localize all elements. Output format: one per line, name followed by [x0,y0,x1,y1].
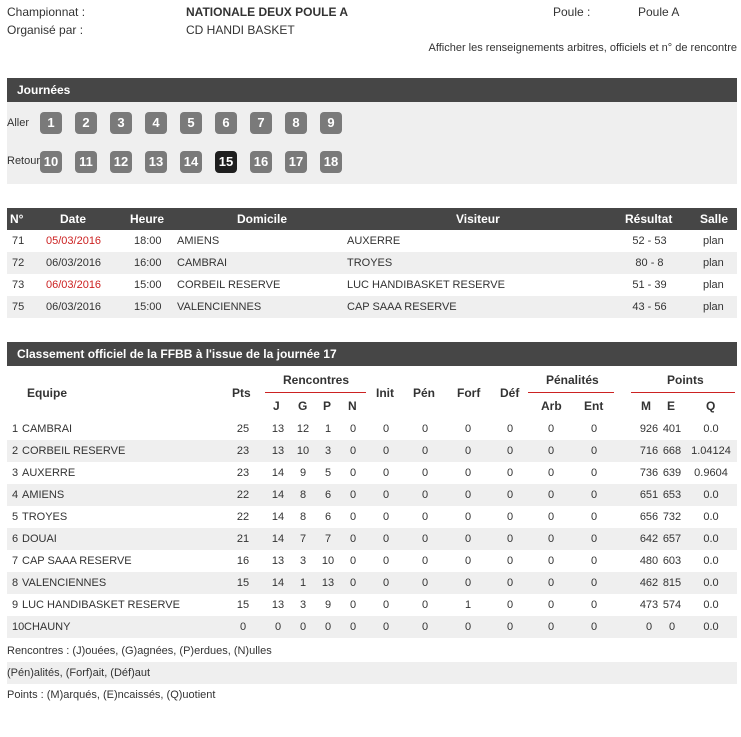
legend-text: Rencontres : (J)ouées, (G)agnées, (P)erdues, (N)ulles [7,645,272,657]
standings-g: 3 [299,555,307,567]
match-num: 73 [12,279,25,291]
journee-button-13[interactable]: 13 [145,151,167,173]
organise-label: Organisé par : [7,23,84,37]
col-m: M [641,399,651,413]
match-visiteur: LUC HANDIBASKET RESERVE [347,279,505,291]
standings-n: 0 [349,555,357,567]
standings-q: 0.0 [703,577,719,589]
classement-title: Classement officiel de la FFBB à l'issue de la journée 17 [17,347,337,361]
standings-n: 0 [349,599,357,611]
standings-row [7,616,737,638]
penalites-underline [528,392,614,393]
standings-n: 0 [349,533,357,545]
standings-init: 0 [382,599,390,611]
standings-arb: 0 [547,489,555,501]
championnat-value: NATIONALE DEUX POULE A [186,5,349,19]
journees-title: Journées [17,83,71,97]
standings-j: 14 [271,489,285,501]
standings-ent: 0 [590,423,598,435]
col-n: N [348,399,357,413]
standings-arb: 0 [547,599,555,611]
journee-button-17[interactable]: 17 [285,151,307,173]
standings-p: 5 [324,467,332,479]
standings-team: AMIENS [22,489,65,501]
standings-n: 0 [349,445,357,457]
match-num: 75 [12,301,25,313]
standings-n: 0 [349,577,357,589]
standings-init: 0 [382,511,390,523]
points-underline [631,392,735,393]
match-date: 06/03/2016 [46,257,102,269]
standings-m: 736 [639,467,659,479]
match-resultat: 51 - 39 [632,279,667,291]
standings-g: 12 [296,423,310,435]
standings-j: 14 [271,511,285,523]
standings-n: 0 [349,489,357,501]
standings-q: 0.9604 [694,467,728,479]
standings-pts: 15 [236,577,250,589]
col-resultat: Résultat [625,212,673,226]
match-resultat: 43 - 56 [632,301,667,313]
standings-forf: 0 [464,489,472,501]
standings-ent: 0 [590,511,598,523]
aller-label: Aller [7,117,30,129]
col-e: E [667,399,676,413]
standings-q: 0.0 [703,423,719,435]
standings-q: 0.0 [703,489,719,501]
journee-button-4[interactable]: 4 [145,112,167,134]
legend-text: Points : (M)arqués, (E)ncaissés, (Q)uotient [7,689,216,701]
match-num: 71 [12,235,25,247]
standings-def: 0 [506,599,514,611]
standings-n: 0 [349,511,357,523]
standings-ent: 0 [590,489,598,501]
standings-p: 10 [321,555,335,567]
standings-m: 926 [639,423,659,435]
journee-button-10[interactable]: 10 [40,151,62,173]
standings-q: 0.0 [703,555,719,567]
poule-label: Poule : [553,5,591,19]
standings-g: 0 [299,621,307,633]
col-salle: Salle [700,212,729,226]
standings-n: 0 [349,423,357,435]
standings-def: 0 [506,423,514,435]
col-domicile: Domicile [237,212,288,226]
match-salle-link[interactable]: plan [703,235,724,247]
standings-arb: 0 [547,511,555,523]
standings-team: VALENCIENNES [22,577,107,589]
standings-forf: 0 [464,621,472,633]
standings-q: 1.04124 [691,445,731,457]
col-def: Déf [500,386,520,400]
standings-init: 0 [382,467,390,479]
standings-init: 0 [382,445,390,457]
match-date: 06/03/2016 [46,301,102,313]
journee-button-14[interactable]: 14 [180,151,202,173]
standings-pts: 23 [236,445,250,457]
match-domicile: VALENCIENNES [177,301,262,313]
standings-m: 642 [639,533,659,545]
standings-j: 13 [271,445,285,457]
standings-row [7,572,737,594]
standings-rank: 5 [12,511,19,523]
match-row [7,296,737,318]
match-date: 05/03/2016 [46,235,102,247]
standings-team: CAP SAAA RESERVE [22,555,132,567]
legend-row [7,662,737,684]
match-resultat: 52 - 53 [632,235,667,247]
col-heure: Heure [130,212,165,226]
standings-pen: 0 [421,489,429,501]
col-ent: Ent [584,399,604,413]
standings-forf: 0 [464,445,472,457]
standings-q: 0.0 [703,599,719,611]
standings-forf: 0 [464,577,472,589]
col-equipe: Equipe [27,386,68,400]
standings-ent: 0 [590,467,598,479]
standings-pen: 0 [421,555,429,567]
standings-row [7,550,737,572]
match-row [7,252,737,274]
standings-pts: 22 [236,489,250,501]
standings-team: CHAUNY [24,621,71,633]
match-date: 06/03/2016 [46,279,102,291]
standings-rank: 4 [12,489,19,501]
standings-p: 6 [324,511,332,523]
standings-team: TROYES [22,511,68,523]
standings-m: 716 [639,445,659,457]
match-visiteur: AUXERRE [347,235,401,247]
standings-forf: 0 [464,533,472,545]
standings-init: 0 [382,423,390,435]
standings-e: 603 [662,555,682,567]
standings-rank: 9 [12,599,19,611]
standings-pen: 0 [421,577,429,589]
standings-init: 0 [382,555,390,567]
col-rencontres: Rencontres [283,373,350,387]
col-init: Init [376,386,394,400]
journee-button-9[interactable]: 9 [320,112,342,134]
journee-button-16[interactable]: 16 [250,151,272,173]
journee-button-15[interactable]: 15 [215,151,237,173]
match-resultat: 80 - 8 [635,257,664,269]
standings-row [7,462,737,484]
col-num: N° [10,212,24,226]
standings-pen: 0 [421,445,429,457]
standings-e: 639 [662,467,682,479]
standings-init: 0 [382,577,390,589]
standings-p: 9 [324,599,332,611]
standings-team: CORBEIL RESERVE [22,445,126,457]
organise-value: CD HANDI BASKET [186,23,295,37]
standings-j: 13 [271,423,285,435]
standings-rank: 10 [12,621,25,633]
journee-button-7[interactable]: 7 [250,112,272,134]
legend-row [7,684,737,706]
standings-j: 13 [271,599,285,611]
standings-team: LUC HANDIBASKET RESERVE [22,599,180,611]
col-pts: Pts [232,386,251,400]
standings-pts: 23 [236,467,250,479]
retour-label: Retour [7,155,41,167]
standings-e: 0 [668,621,676,633]
standings-j: 14 [271,533,285,545]
match-domicile: AMIENS [177,235,220,247]
standings-pen: 0 [421,621,429,633]
standings-p: 0 [324,621,332,633]
standings-j: 0 [274,621,282,633]
standings-g: 1 [299,577,307,589]
standings-pts: 25 [236,423,250,435]
info-link[interactable]: Afficher les renseignements arbitres, officiels et n° de rencontre [428,42,737,54]
legend-row [7,640,737,662]
match-row [7,274,737,296]
standings-m: 473 [639,599,659,611]
standings-m: 0 [645,621,653,633]
col-pen: Pén [413,386,436,400]
standings-j: 14 [271,577,285,589]
match-salle-link[interactable]: plan [703,257,724,269]
col-j: J [273,399,280,413]
standings-ent: 0 [590,577,598,589]
standings-e: 401 [662,423,682,435]
standings-arb: 0 [547,621,555,633]
standings-arb: 0 [547,467,555,479]
match-domicile: CAMBRAI [177,257,228,269]
journees-title-bar [7,78,737,102]
standings-g: 7 [299,533,307,545]
standings-arb: 0 [547,555,555,567]
standings-rank: 6 [12,533,19,545]
journee-button-3[interactable]: 3 [110,112,132,134]
standings-pen: 0 [421,533,429,545]
standings-def: 0 [506,445,514,457]
standings-g: 3 [299,599,307,611]
standings-n: 0 [349,621,357,633]
standings-def: 0 [506,533,514,545]
standings-m: 656 [639,511,659,523]
col-penalites: Pénalités [546,373,599,387]
match-heure: 16:00 [134,257,162,269]
standings-team: CAMBRAI [22,423,73,435]
standings-p: 7 [324,533,332,545]
standings-rank: 3 [12,467,19,479]
classement-title-bar [7,342,737,366]
match-row [7,230,737,252]
standings-p: 6 [324,489,332,501]
standings-p: 13 [321,577,335,589]
col-points: Points [667,373,704,387]
journee-button-2[interactable]: 2 [75,112,97,134]
standings-e: 653 [662,489,682,501]
standings-ent: 0 [590,599,598,611]
standings-arb: 0 [547,577,555,589]
journee-button-18[interactable]: 18 [320,151,342,173]
standings-pen: 0 [421,511,429,523]
standings-rank: 2 [12,445,19,457]
standings-e: 574 [662,599,682,611]
standings-def: 0 [506,577,514,589]
standings-e: 668 [662,445,682,457]
standings-g: 8 [299,511,307,523]
poule-value: Poule A [638,5,680,19]
standings-pen: 0 [421,467,429,479]
standings-q: 0.0 [703,511,719,523]
match-domicile: CORBEIL RESERVE [177,279,281,291]
standings-p: 3 [324,445,332,457]
standings-def: 0 [506,467,514,479]
standings-forf: 1 [464,599,472,611]
col-g: G [298,399,308,413]
standings-forf: 0 [464,511,472,523]
match-heure: 15:00 [134,301,162,313]
journee-button-12[interactable]: 12 [110,151,132,173]
standings-def: 0 [506,511,514,523]
standings-pts: 15 [236,599,250,611]
standings-g: 10 [296,445,310,457]
standings-arb: 0 [547,423,555,435]
standings-e: 657 [662,533,682,545]
standings-pen: 0 [421,599,429,611]
standings-q: 0.0 [703,533,719,545]
standings-init: 0 [382,621,390,633]
standings-pts: 0 [239,621,247,633]
standings-n: 0 [349,467,357,479]
standings-pts: 16 [236,555,250,567]
standings-ent: 0 [590,533,598,545]
col-visiteur: Visiteur [456,212,500,226]
match-heure: 18:00 [134,235,162,247]
matches-header [7,208,737,230]
standings-rank: 1 [12,423,19,435]
standings-g: 9 [299,467,307,479]
standings-pts: 22 [236,511,250,523]
match-visiteur: TROYES [347,257,393,269]
standings-j: 13 [271,555,285,567]
legend-text: (Pén)alités, (Forf)ait, (Déf)aut [7,667,151,679]
standings-e: 815 [662,577,682,589]
standings-row [7,594,737,616]
standings-g: 8 [299,489,307,501]
standings-m: 480 [639,555,659,567]
standings-pen: 0 [421,423,429,435]
standings-def: 0 [506,621,514,633]
championnat-label: Championnat : [7,5,86,19]
journee-button-11[interactable]: 11 [75,151,97,173]
standings-row [7,506,737,528]
journee-button-8[interactable]: 8 [285,112,307,134]
col-p: P [323,399,332,413]
standings-init: 0 [382,489,390,501]
standings-rank: 7 [12,555,19,567]
standings-j: 14 [271,467,285,479]
standings-ent: 0 [590,555,598,567]
standings-arb: 0 [547,533,555,545]
standings-row [7,418,737,440]
match-visiteur: CAP SAAA RESERVE [347,301,457,313]
standings-arb: 0 [547,445,555,457]
standings-ent: 0 [590,445,598,457]
rencontres-underline [265,392,366,393]
standings-forf: 0 [464,555,472,567]
standings-team: AUXERRE [22,467,76,479]
standings-def: 0 [506,555,514,567]
col-arb: Arb [541,399,562,413]
standings-row [7,528,737,550]
standings-team: DOUAI [22,533,57,545]
standings-m: 651 [639,489,659,501]
standings-def: 0 [506,489,514,501]
standings-ent: 0 [590,621,598,633]
standings-p: 1 [324,423,332,435]
match-num: 72 [12,257,25,269]
match-heure: 15:00 [134,279,162,291]
match-salle-link[interactable]: plan [703,279,724,291]
standings-rank: 8 [12,577,19,589]
journee-button-5[interactable]: 5 [180,112,202,134]
standings-row [7,440,737,462]
standings-init: 0 [382,533,390,545]
standings-row [7,484,737,506]
col-forf: Forf [457,386,481,400]
standings-e: 732 [662,511,682,523]
standings-q: 0.0 [703,621,719,633]
journee-button-6[interactable]: 6 [215,112,237,134]
standings-pts: 21 [236,533,250,545]
standings-m: 462 [639,577,659,589]
journee-button-1[interactable]: 1 [40,112,62,134]
col-date: Date [60,212,87,226]
match-salle-link[interactable]: plan [703,301,724,313]
standings-forf: 0 [464,467,472,479]
col-q: Q [706,399,716,413]
standings-forf: 0 [464,423,472,435]
